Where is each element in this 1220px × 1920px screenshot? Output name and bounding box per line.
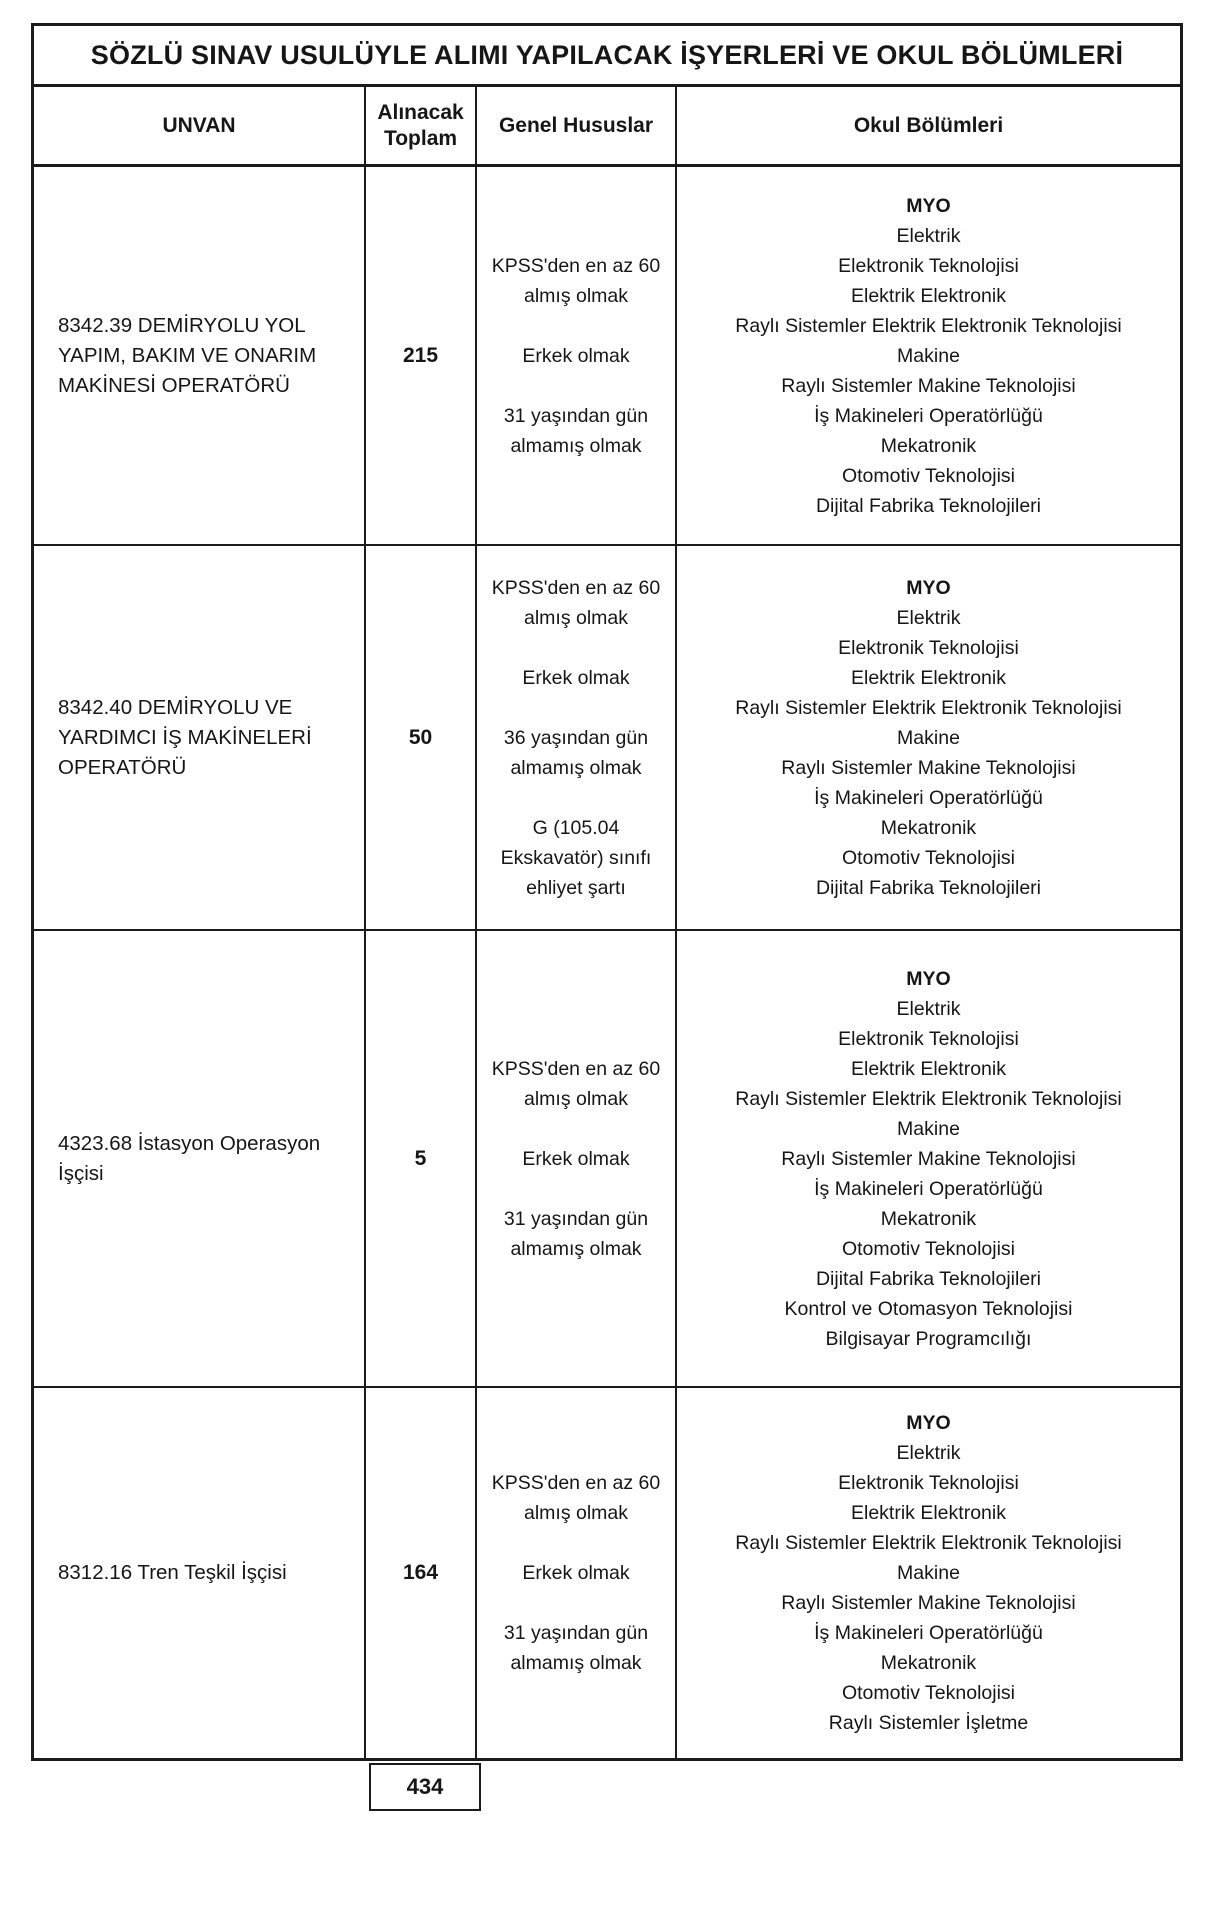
okul-item: Otomotiv Teknolojisi [841,846,1016,869]
hususlar-cell [477,1388,677,1758]
okul-item: Raylı Sistemler Makine Teknolojisi [781,756,1076,779]
okul-item: İş Makineleri Operatörlüğü [814,786,1043,809]
toplam-value: 164 [402,1561,439,1584]
okul-item: Raylı Sistemler Elektrik Elektronik Teknolojisi [735,314,1122,337]
toplam-cell [366,546,477,929]
okul-item: Mekatronik [880,1207,977,1230]
okul-item: Elektrik Elektronik [851,1502,1006,1524]
okul-item: Otomotiv Teknolojisi [841,1682,1016,1704]
toplam-cell [366,1388,477,1758]
header-genel-hususlar: Genel Hususlar [477,87,677,164]
toplam-value: 215 [402,343,439,367]
husus-item: 36 yaşından gün almamış olmak [503,726,649,779]
okul-item: Dijital Fabrika Teknolojileri [815,494,1042,517]
toplam-value: 50 [408,725,433,749]
okul-item: Elektrik [896,224,961,247]
okul-list [735,1438,1122,1738]
unvan-text: 8342.39 DEMİRYOLU YOL YAPIM, BAKIM VE ONARIM MAKİNESİ OPERATÖRÜ [58,313,317,397]
okul-item: Otomotiv Teknolojisi [841,1237,1016,1260]
unvan-cell [34,931,366,1386]
okul-item: İş Makineleri Operatörlüğü [814,404,1043,427]
unvan-text: 8342.40 DEMİRYOLU VE YARDIMCI İŞ MAKİNELERİ OPERATÖRÜ [58,695,312,779]
okul-item: Elektrik Elektronik [851,284,1006,307]
okul-item: Elektrik Elektronik [851,666,1006,689]
header-alinacak-toplam: Alınacak Toplam [366,87,477,164]
okul-cell [677,1388,1180,1758]
header-okul-bolumleri: Okul Bölümleri [853,113,1004,137]
hususlar-cell [477,546,677,929]
recruitment-table [31,23,1183,1761]
okul-item: Makine [897,1562,960,1584]
husus-item: 31 yaşından gün almamış olmak [503,404,649,457]
husus-item: 31 yaşından gün almamış olmak [503,1622,649,1674]
husus-item: KPSS'den en az 60 almış olmak [491,254,661,307]
okul-item: İş Makineleri Operatörlüğü [814,1177,1043,1200]
husus-item: KPSS'den en az 60 almış olmak [491,1057,661,1110]
okul-item: Elektronik Teknolojisi [838,1027,1019,1050]
okul-item: Makine [897,1117,960,1140]
table-row [34,167,1180,546]
toplam-cell [366,931,477,1386]
okul-item: Dijital Fabrika Teknolojileri [815,876,1042,899]
okul-item: Dijital Fabrika Teknolojileri [815,1267,1042,1290]
husus-item: KPSS'den en az 60 almış olmak [491,576,661,629]
okul-item: Makine [897,344,960,367]
okul-cell [677,167,1180,544]
husus-item: 31 yaşından gün almamış olmak [503,1207,649,1260]
hususlar-cell [477,167,677,544]
okul-item: Elektronik Teknolojisi [838,254,1019,277]
grand-total-box: 434 [369,1763,481,1811]
okul-item: Raylı Sistemler Makine Teknolojisi [781,1592,1076,1614]
toplam-cell [366,167,477,544]
okul-list [735,221,1122,521]
okul-group-label: MYO [906,1412,951,1434]
okul-group-label: MYO [906,967,951,990]
husus-item: Erkek olmak [522,666,630,689]
husus-item: Erkek olmak [522,344,630,367]
okul-item: Elektrik [896,997,961,1020]
okul-item: Mekatronik [880,1652,977,1674]
table-row [34,546,1180,931]
okul-item: Raylı Sistemler İşletme [828,1712,1029,1734]
okul-item: Mekatronik [880,816,977,839]
okul-item: Raylı Sistemler Elektrik Elektronik Teknolojisi [735,1087,1122,1110]
okul-item: Otomotiv Teknolojisi [841,464,1016,487]
okul-cell [677,546,1180,929]
okul-list [735,994,1122,1354]
okul-item: Makine [897,726,960,749]
page-title: SÖZLÜ SINAV USULÜYLE ALIMI YAPILACAK İŞYERLERİ VE OKUL BÖLÜMLERİ [34,26,1180,87]
okul-cell [677,931,1180,1386]
okul-item: Kontrol ve Otomasyon Teknolojisi [784,1297,1073,1320]
unvan-cell [34,1388,366,1758]
okul-list [735,603,1122,903]
unvan-text: 4323.68 İstasyon Operasyon İşçisi [58,1131,321,1185]
okul-item: Mekatronik [880,434,977,457]
husus-item: Erkek olmak [522,1147,630,1170]
table-row [34,931,1180,1388]
table-row [34,1388,1180,1758]
okul-item: Elektronik Teknolojisi [838,1472,1019,1494]
okul-item: Elektronik Teknolojisi [838,636,1019,659]
toplam-value: 5 [414,1146,427,1170]
unvan-text: 8312.16 Tren Teşkil İşçisi [58,1561,287,1584]
husus-item: KPSS'den en az 60 almış olmak [491,1472,661,1524]
okul-group-label: MYO [906,576,951,599]
husus-item: Erkek olmak [522,1562,630,1584]
okul-item: Raylı Sistemler Elektrik Elektronik Teknolojisi [735,696,1122,719]
okul-item: Bilgisayar Programcılığı [825,1327,1032,1350]
hususlar-cell [477,931,677,1386]
unvan-cell [34,546,366,929]
header-unvan: UNVAN [34,87,366,164]
okul-item: Raylı Sistemler Makine Teknolojisi [781,1147,1076,1170]
okul-item: Elektrik [896,1442,961,1464]
okul-item: Raylı Sistemler Makine Teknolojisi [781,374,1076,397]
unvan-cell [34,167,366,544]
husus-item: G (105.04 Ekskavatör) sınıfı ehliyet şartı [500,816,652,899]
okul-item: İş Makineleri Operatörlüğü [814,1622,1043,1644]
table-header-row [34,87,1180,167]
okul-group-label: MYO [906,194,951,217]
okul-item: Elektrik [896,606,961,629]
okul-item: Raylı Sistemler Elektrik Elektronik Teknolojisi [735,1532,1122,1554]
okul-item: Elektrik Elektronik [851,1057,1006,1080]
